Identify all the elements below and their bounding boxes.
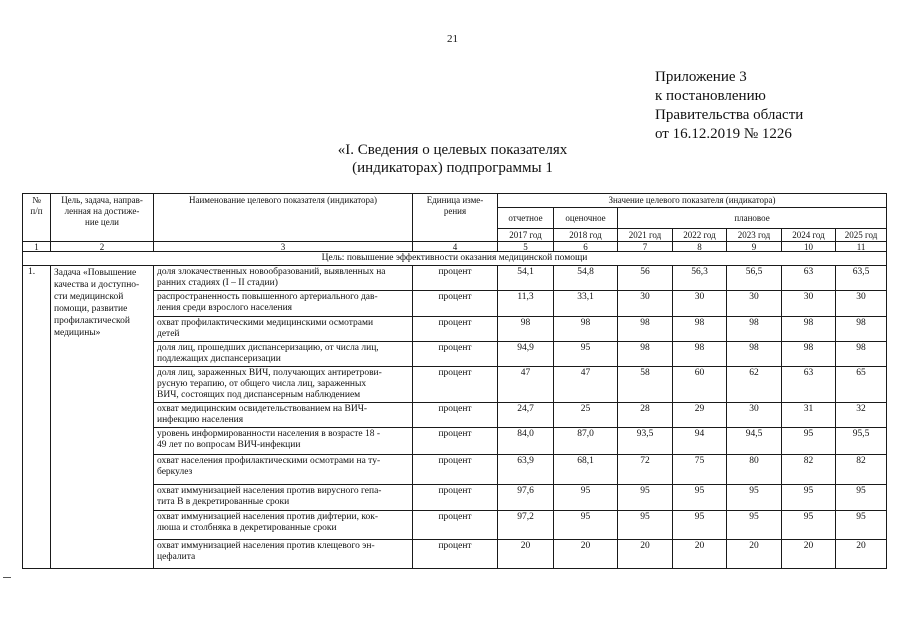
column-number: 8 (673, 242, 727, 252)
indicator-cell: охват иммунизацией населения против дифтерии, кок- люша и столбняка в декретированные сроки (154, 511, 413, 540)
goal-row (23, 252, 887, 266)
section-title-line: «I. Сведения о целевых показателях (337, 142, 568, 158)
value-cell: 98 (727, 317, 782, 342)
column-number: 7 (618, 242, 673, 252)
value-cell: 11,3 (498, 291, 554, 317)
header-year: 2017 год (498, 229, 554, 242)
value-cell: 56 (618, 266, 673, 291)
appendix-line: Правительства области (655, 107, 804, 123)
value-cell: 95 (782, 428, 836, 455)
unit-cell: процент (413, 266, 498, 291)
value-cell: 98 (782, 342, 836, 367)
value-cell: 31 (782, 403, 836, 428)
value-cell: 97,6 (498, 485, 554, 511)
unit-cell: процент (413, 485, 498, 511)
value-cell: 95 (618, 485, 673, 511)
indicator-cell: уровень информированности населения в возрасте 18 - 49 лет по вопросам ВИЧ-инфекции (154, 428, 413, 455)
task-cell: Задача «Повышение качества и доступно- сти медицинской помощи, развитие профилактической медицины» (51, 266, 154, 569)
header-row (23, 194, 887, 208)
appendix-line: Приложение 3 (655, 69, 747, 85)
value-cell: 60 (673, 367, 727, 403)
value-cell: 20 (727, 540, 782, 569)
header-reported: отчетное (498, 208, 554, 229)
value-cell: 62 (727, 367, 782, 403)
value-cell: 20 (498, 540, 554, 569)
indicator-cell: охват медицинским освидетельствованием на ВИЧ- инфекцию населения (154, 403, 413, 428)
column-number: 11 (836, 242, 887, 252)
unit-cell: процент (413, 511, 498, 540)
header-number: № п/п (23, 194, 51, 242)
value-cell: 98 (673, 342, 727, 367)
unit-cell: процент (413, 540, 498, 569)
value-cell: 98 (618, 317, 673, 342)
header-year: 2021 год (618, 229, 673, 242)
column-number: 10 (782, 242, 836, 252)
indicator-cell: охват иммунизацией населения против вирусного гепа- тита В в декретированные сроки (154, 485, 413, 511)
value-cell: 82 (782, 455, 836, 485)
value-cell: 30 (673, 291, 727, 317)
column-number: 5 (498, 242, 554, 252)
header-year: 2018 год (554, 229, 618, 242)
task-number-cell: 1. (23, 266, 51, 569)
value-cell: 95,5 (836, 428, 887, 455)
section-title (0, 141, 905, 177)
value-cell: 30 (836, 291, 887, 317)
value-cell: 20 (554, 540, 618, 569)
value-cell: 93,5 (618, 428, 673, 455)
value-cell: 94 (673, 428, 727, 455)
value-cell: 47 (498, 367, 554, 403)
value-cell: 98 (554, 317, 618, 342)
value-cell: 95 (727, 485, 782, 511)
header-year: 2024 год (782, 229, 836, 242)
indicator-cell: распространенность повышенного артериального дав- ления среди взрослого населения (154, 291, 413, 317)
value-cell: 98 (673, 317, 727, 342)
value-cell: 94,9 (498, 342, 554, 367)
indicator-cell: доля злокачественных новообразований, выявленных на ранних стадиях (I – II стадии) (154, 266, 413, 291)
indicator-cell: охват профилактическими медицинскими осмотрами детей (154, 317, 413, 342)
value-cell: 72 (618, 455, 673, 485)
header-indicator-name: Наименование целевого показателя (индикатора) (154, 194, 413, 242)
value-cell: 98 (836, 342, 887, 367)
value-cell: 24,7 (498, 403, 554, 428)
table-row (23, 266, 887, 291)
value-cell: 84,0 (498, 428, 554, 455)
value-cell: 87,0 (554, 428, 618, 455)
value-cell: 95 (836, 485, 887, 511)
value-cell: 95 (673, 485, 727, 511)
header-estimated: оценочное (554, 208, 618, 229)
value-cell: 95 (554, 511, 618, 540)
appendix-block (655, 68, 803, 144)
value-cell: 63 (782, 367, 836, 403)
indicator-cell: доля лиц, прошедших диспансеризацию, от числа лиц, подлежащих диспансеризации (154, 342, 413, 367)
value-cell: 95 (836, 511, 887, 540)
header-year: 2025 год (836, 229, 887, 242)
value-cell: 54,8 (554, 266, 618, 291)
header-year: 2023 год (727, 229, 782, 242)
indicator-cell: охват населения профилактическими осмотрами на ту- беркулез (154, 455, 413, 485)
value-cell: 32 (836, 403, 887, 428)
indicator-cell: охват иммунизацией населения против клещевого эн- цефалита (154, 540, 413, 569)
column-number: 3 (154, 242, 413, 252)
unit-cell: процент (413, 291, 498, 317)
value-cell: 98 (782, 317, 836, 342)
appendix-line: к постановлению (655, 88, 766, 104)
value-cell: 20 (782, 540, 836, 569)
value-cell: 95 (782, 511, 836, 540)
value-cell: 98 (498, 317, 554, 342)
value-cell: 30 (727, 291, 782, 317)
column-numbers-row (23, 242, 887, 252)
value-cell: 75 (673, 455, 727, 485)
unit-cell: процент (413, 403, 498, 428)
value-cell: 65 (836, 367, 887, 403)
value-cell: 63 (782, 266, 836, 291)
value-cell: 20 (836, 540, 887, 569)
value-cell: 30 (618, 291, 673, 317)
unit-cell: процент (413, 428, 498, 455)
value-cell: 80 (727, 455, 782, 485)
value-cell: 20 (618, 540, 673, 569)
value-cell: 33,1 (554, 291, 618, 317)
indicators-table (22, 193, 887, 569)
value-cell: 95 (554, 485, 618, 511)
value-cell: 30 (782, 291, 836, 317)
value-cell: 97,2 (498, 511, 554, 540)
value-cell: 94,5 (727, 428, 782, 455)
column-number: 6 (554, 242, 618, 252)
value-cell: 98 (618, 342, 673, 367)
value-cell: 25 (554, 403, 618, 428)
page-number: 21 (447, 33, 458, 45)
value-cell: 98 (727, 342, 782, 367)
value-cell: 95 (618, 511, 673, 540)
header-indicator-value: Значение целевого показателя (индикатора) (498, 194, 887, 208)
column-number: 2 (51, 242, 154, 252)
value-cell: 95 (782, 485, 836, 511)
unit-cell: процент (413, 455, 498, 485)
value-cell: 82 (836, 455, 887, 485)
column-number: 9 (727, 242, 782, 252)
column-number: 4 (413, 242, 498, 252)
value-cell: 56,3 (673, 266, 727, 291)
header-unit: Единица изме- рения (413, 194, 498, 242)
unit-cell: процент (413, 317, 498, 342)
goal-cell: Цель: повышение эффективности оказания медицинской помощи (23, 252, 887, 266)
value-cell: 95 (554, 342, 618, 367)
value-cell: 95 (673, 511, 727, 540)
value-cell: 63,9 (498, 455, 554, 485)
value-cell: 56,5 (727, 266, 782, 291)
column-number: 1 (23, 242, 51, 252)
appendix-line: от 16.12.2019 № 1226 (655, 126, 792, 142)
value-cell: 28 (618, 403, 673, 428)
value-cell: 95 (727, 511, 782, 540)
unit-cell: процент (413, 342, 498, 367)
value-cell: 29 (673, 403, 727, 428)
header-year: 2022 год (673, 229, 727, 242)
value-cell: 47 (554, 367, 618, 403)
value-cell: 30 (727, 403, 782, 428)
header-planned: плановое (618, 208, 887, 229)
section-title-line: (индикаторах) подпрограммы 1 (352, 160, 553, 176)
value-cell: 98 (836, 317, 887, 342)
value-cell: 63,5 (836, 266, 887, 291)
indicator-cell: доля лиц, зараженных ВИЧ, получающих антиретрови- русную терапию, от общего числа лиц, зараженных ВИЧ, состоящих под диспансерным наблюдением (154, 367, 413, 403)
value-cell: 68,1 (554, 455, 618, 485)
value-cell: 54,1 (498, 266, 554, 291)
value-cell: 20 (673, 540, 727, 569)
unit-cell: процент (413, 367, 498, 403)
scan-mark (3, 577, 11, 578)
value-cell: 58 (618, 367, 673, 403)
header-goal-task: Цель, задача, направ- ленная на достиже- ние цели (51, 194, 154, 242)
